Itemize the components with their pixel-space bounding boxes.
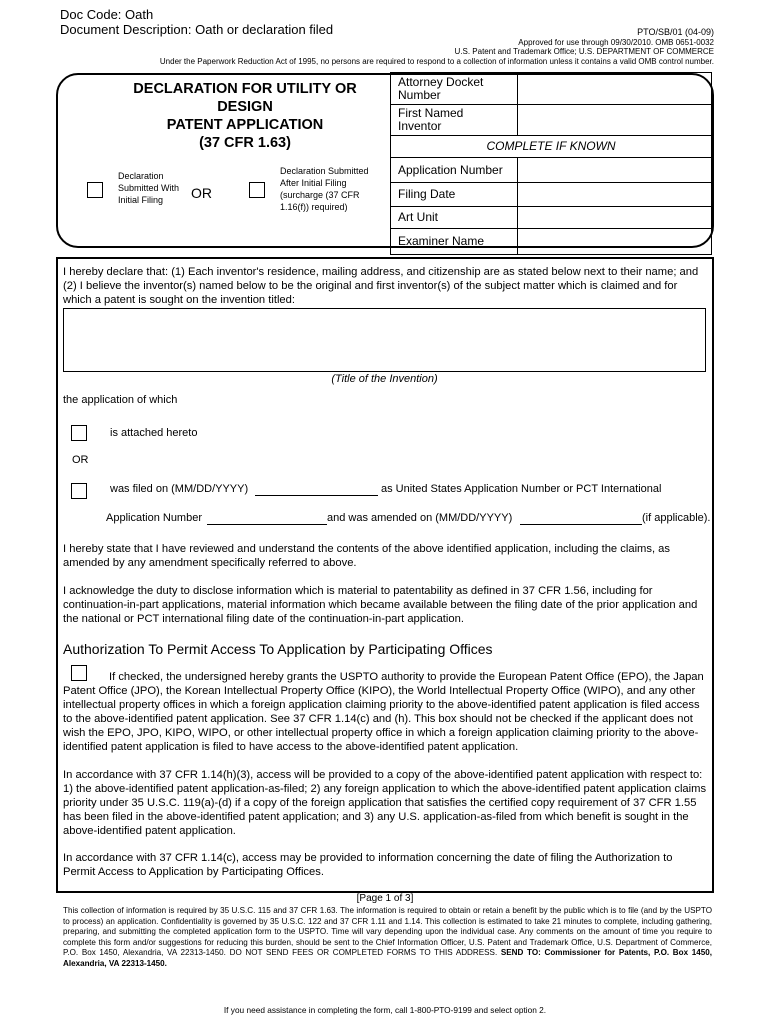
was-filed-label: was filed on (MM/DD/YYYY) — [110, 483, 249, 495]
app-number-label: Application Number — [391, 158, 518, 183]
title-line-4: (37 CFR 1.63) — [199, 135, 291, 151]
if-applicable-label: (if applicable). — [642, 512, 711, 524]
docket-input[interactable] — [518, 73, 712, 105]
approval-note: Approved for use through 09/30/2010. OMB 0651-0032 — [518, 38, 714, 47]
complete-if-known: COMPLETE IF KNOWN — [391, 136, 712, 158]
art-unit-label: Art Unit — [391, 207, 518, 229]
as-us-app-label: as United States Application Number or PCT International — [381, 483, 662, 495]
initial-filing-label: Declaration Submitted With Initial Filing — [118, 171, 180, 205]
app-number-input[interactable] — [518, 158, 712, 183]
initial-filing-checkbox[interactable] — [87, 182, 103, 198]
application-info-table — [390, 72, 712, 255]
auth-heading: Authorization To Permit Access To Application by Participating Offices — [63, 641, 493, 657]
doc-description: Document Description: Oath or declaration filed — [60, 22, 334, 37]
paperwork-notice: Under the Paperwork Reduction Act of 1995, no persons are required to respond to a collection of information unless it contains a valid OMB control number. — [159, 57, 714, 66]
declare-statement: I hereby declare that: (1) Each inventor's residence, mailing address, and citizenship are as stated below next to their name; and (2) I believe the inventor(s) named below to be the original and first inventor(s) of the subject matter which is claimed and for which a patent is sought on the invention titled: — [63, 266, 699, 306]
or-label-2: OR — [72, 454, 89, 466]
page-number: [Page 1 of 3] — [356, 893, 414, 904]
attached-label: is attached hereto — [110, 427, 198, 439]
footer-text: This collection of information is required by 35 U.S.C. 115 and 37 CFR 1.63. The information is required to obtain or retain a benefit by the public which is to file (and by the USPTO to process) an application. Confidentiality is governed by 35 U.S.C. 122 and 37 CFR 1.11 and 1.14. This collection is estimated to take 21 minutes to complete, including gathering, preparing, and submitting the completed application form to the USPTO. Time will vary depending upon the individual case. Any comments on the amount of time you require to complete this form and/or suggestions for reducing this burden, should be sent to the Chief Information Officer, U.S. Patent and Trademark Office, U.S. Department of Commerce, P.O. Box 1450, Alexandria, VA 22313-1450. DO NOT SEND FEES OR COMPLETED FORMS TO THIS ADDRESS. — [63, 906, 712, 957]
after-filing-checkbox[interactable] — [249, 182, 265, 198]
art-unit-input[interactable] — [518, 207, 712, 229]
doc-code: Doc Code: Oath — [60, 7, 154, 22]
amended-date-input[interactable] — [520, 524, 642, 525]
filing-date-label: Filing Date — [391, 183, 518, 207]
title-line-1: DECLARATION FOR UTILITY OR — [133, 81, 357, 97]
or-label: OR — [191, 185, 212, 201]
first-inventor-input[interactable] — [518, 105, 712, 136]
form-title — [100, 80, 390, 152]
title-line-3: PATENT APPLICATION — [166, 117, 324, 133]
examiner-label: Examiner Name — [391, 229, 518, 255]
footer-notice — [63, 906, 712, 969]
form-id: PTO/SB/01 (04-09) — [637, 27, 714, 37]
filed-date-input[interactable] — [255, 495, 378, 496]
application-of-which: the application of which — [63, 394, 178, 406]
examiner-input[interactable] — [518, 229, 712, 255]
review-statement: I hereby state that I have reviewed and understand the contents of the above identified application, including the claims, as amended by any amendment specifically referred to above. — [63, 543, 670, 569]
attached-checkbox[interactable] — [71, 425, 87, 441]
filed-checkbox[interactable] — [71, 483, 87, 499]
access-statement: In accordance with 37 CFR 1.14(h)(3), access will be provided to a copy of the above-identified patent application with respect to: 1) the above-identified patent application-as-filed; 2) any foreign application to which the above-identified patent application claims priority under 35 U.S.C. 119(a)-(d) if a copy of the foreign application that satisfies the certified copy requirement of 37 CFR 1.55 has been filed in the above-identified patent application; and 3) any U.S. application-as-filed from which benefit is sought in the above-identified patent application. — [63, 769, 707, 837]
docket-label: Attorney Docket Number — [391, 73, 518, 105]
title-line-2: DESIGN — [217, 99, 273, 115]
app-number-inline-input[interactable] — [207, 524, 327, 525]
duty-statement: I acknowledge the duty to disclose information which is material to patentability as defined in 37 CFR 1.56, including for continuation-in-part applications, material information which became available between the filing date of the prior application and the national or PCT international filing date of the continuation-in-part application. — [63, 585, 698, 625]
title-caption: (Title of the Invention) — [331, 373, 438, 385]
agency-note: U.S. Patent and Trademark Office; U.S. DEPARTMENT OF COMMERCE — [454, 47, 714, 56]
filing-date-statement: In accordance with 37 CFR 1.14(c), access may be provided to information concerning the date of filing the Authorization to Permit Access to Application by Participating Offices. — [63, 852, 673, 878]
invention-title-input[interactable] — [63, 308, 706, 372]
send-to: SEND TO: Commissioner for Patents, P.O. Box 1450, Alexandria, VA 22313-1450. — [63, 948, 712, 968]
assistance-note: If you need assistance in completing the form, call 1-800-PTO-9199 and select option 2. — [223, 1005, 547, 1015]
after-filing-label: Declaration Submitted After Initial Filing (surcharge (37 CFR 1.16(f)) required) — [280, 166, 369, 212]
first-inventor-label: First Named Inventor — [391, 105, 518, 136]
app-number-inline-label: Application Number — [106, 512, 202, 524]
filing-date-input[interactable] — [518, 183, 712, 207]
auth-statement: If checked, the undersigned hereby grants the USPTO authority to provide the European Patent Office (EPO), the Japan Patent Office (JPO), the Korean Intellectual Property Office (KIPO), the World Intellectual Property Office (WIPO), and any other intellectual property offices in which a foreign application claiming priority to the above-identified patent application is filed access to the above-identified patent application. See 37 CFR 1.14(c) and (h). This box should not be checked if the applicant does not wish the EPO, JPO, KIPO, WIPO, or other intellectual property office in which a foreign application claiming priority to the above-identified patent application is filed to have access to the above-identified patent application. — [63, 671, 704, 753]
amended-label: and was amended on (MM/DD/YYYY) — [327, 512, 513, 524]
